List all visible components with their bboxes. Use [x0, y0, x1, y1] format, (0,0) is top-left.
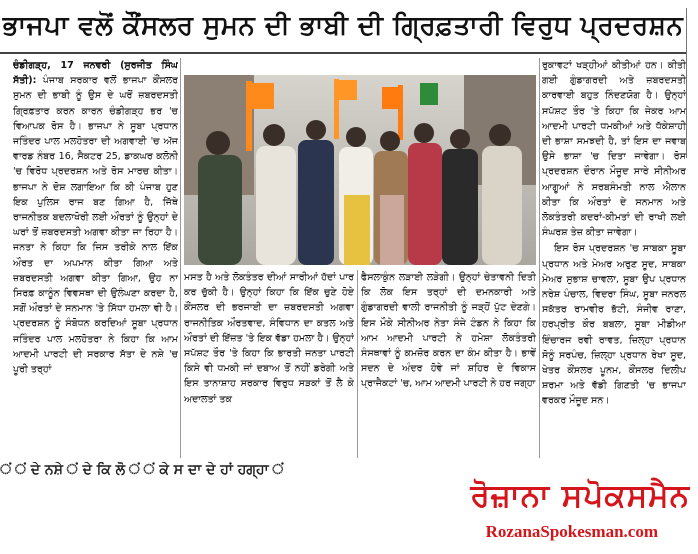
brand-url[interactable]: RozanaSpokesman.com [485, 522, 658, 541]
article-column-3 [361, 270, 536, 462]
headline: ਭਾਜਪਾ ਵਲੋਂ ਕੌਂਸਲਰ ਸੁਮਨ ਦੀ ਭਾਬੀ ਦੀ ਗ੍ਰਿਫ਼ਤਾਰੀ ਵਿਰੁਧ ਪ੍ਰਦਰਸ਼ਨ [2, 11, 684, 41]
cut-off-text-row: ਂ ਂ ਦੇ ਨਸ਼ੇ ਂ ਦੇ ਕਿ ਲੋ ਂ ਂ ਕੇ ਸ ਦਾ ਦੇ ਹਾਂ ਹਗ੍ਹਾ ਂ [0, 462, 284, 478]
article-column-4 [542, 58, 686, 462]
column-1-text: ਪੰਜਾਬ ਸਰਕਾਰ ਵਲੋਂ ਭਾਜਪਾ ਕੌਂਸਲਰ ਸੁਮਨ ਦੀ ਭਾਬੀ ਨੂੰ ਉਸ ਦੇ ਘਰੋਂ ਜ਼ਬਰਦਸਤੀ ਗ੍ਰਿਫ਼ਤਾਰ ਕਰਨ ਕਾਰਨ ਚੰਡੀਗੜ੍ਹ ਭਰ 'ਚ ਵਿਆਪਕ ਰੋਸ ਹੈ। ਭਾਜਪਾ ਨੇ ਸੂਬਾ ਪ੍ਰਧਾਨ ਜਤਿੰਦਰ ਪਾਲ ਮਲਹੋਤਰਾ ਦੀ ਅਗਵਾਈ 'ਚ ਅੱਜ ਵਾਰਡ ਨੰਬਰ 16, ਸੈਕਟਰ 25, ਡਾਕਘਰ ਕਲੋਨੀ 'ਚ ਵਿਰੋਧ ਪ੍ਰਦਰਸ਼ਨ ਅਤੇ ਰੋਸ ਮਾਰਚ ਕੀਤਾ। ਭਾਜਪਾ ਨੇ ਦੋਸ਼ ਲਗਾਇਆ ਕਿ ਕੀ ਪੰਜਾਬ ਹੁਣ ਇਕ ਪੁਲਿਸ ਰਾਜ ਬਣ ਗਿਆ ਹੈ, ਜਿੱਥੇ ਰਾਜਨੀਤਕ ਬਦਲਾਖੋਰੀ ਲਈ ਔਰਤਾਂ ਨੂੰ ਉਨ੍ਹਾਂ ਦੇ ਘਰਾਂ ਤੋਂ ਜ਼ਬਰਦਸਤੀ ਅਗਵਾ ਕੀਤਾ ਜਾ ਰਿਹਾ ਹੈ। ਜਨਤਾ ਨੇ ਕਿਹਾ ਕਿ ਜਿਸ ਤਰੀਕੇ ਨਾਲ ਇੱਕ ਔਰਤ ਦਾ ਅਪਮਾਨ ਕੀਤਾ ਗਿਆ ਅਤੇ ਜ਼ਬਰਦਸਤੀ ਅਗਵਾ ਕੀਤਾ ਗਿਆ, ਉਹ ਨਾ ਸਿਰਫ਼ ਕਾਨੂੰਨ ਵਿਵਸਥਾ ਦੀ ਉਲੰਘਣਾ ਕਰਦਾ ਹੈ, ਸਗੋਂ ਔਰਤਾਂ ਦੇ ਸਨਮਾਨ 'ਤੇ ਸਿੱਧਾ ਹਮਲਾ ਵੀ ਹੈ। ਪ੍ਰਦਰਸ਼ਨ ਨੂੰ ਸੰਬੋਧਨ ਕਰਦਿਆਂ ਸੂਬਾ ਪ੍ਰਧਾਨ ਜਤਿੰਦਰ ਪਾਲ ਮਲਹੋਤਰਾ ਨੇ ਕਿਹਾ ਕਿ ਆਮ ਆਦਮੀ ਪਾਰਟੀ ਦੀ ਸਰਕਾਰ ਸੱਤਾ ਦੇ ਨਸ਼ੇ 'ਚ ਪੂਰੀ ਤਰ੍ਹਾਂ [13, 75, 178, 376]
protest-march-image [184, 75, 536, 265]
column-4-text-a: ਰੁਕਾਵਟਾਂ ਖੜ੍ਹੀਆਂ ਕੀਤੀਆਂ ਹਨ। ਕੀਤੀ ਗਈ ਗੁੰਡਾਗਰਦੀ ਅਤੇ ਜ਼ਬਰਦਸਤੀ ਕਾਰਵਾਈ ਬਹੁਤ ਨਿੰਦਣਯੋਗ ਹੈ। ਉਨ੍ਹਾਂ ਸਪੱਸ਼ਟ ਤੌਰ 'ਤੇ ਕਿਹਾ ਕਿ ਜੇਕਰ ਆਮ ਆਦਮੀ ਪਾਰਟੀ ਧਮਕੀਆਂ ਅਤੇ ਧੱਕੇਸ਼ਾਹੀ ਦੀ ਭਾਸ਼ਾ ਸਮਝਦੀ ਹੈ, ਤਾਂ ਇਸ ਦਾ ਜਵਾਬ ਉਸੇ ਭਾਸ਼ਾ 'ਚ ਦਿਤਾ ਜਾਵੇਗਾ। ਰੋਸ ਪ੍ਰਦਰਸ਼ਨ ਦੌਰਾਨ ਮੌਜੂਦ ਸਾਰੇ ਸੀਨੀਅਰ ਆਗੂਆਂ ਨੇ ਸਰਬਸੰਮਤੀ ਨਾਲ ਐਲਾਨ ਕੀਤਾ ਕਿ ਔਰਤਾਂ ਦੇ ਸਨਮਾਨ ਅਤੇ ਲੋਕਤੰਤਰੀ ਕਦਰਾਂ-ਕੀਮਤਾਂ ਦੀ ਰਾਖੀ ਲਈ ਸੰਘਰਸ਼ ਤੇਜ਼ ਕੀਤਾ ਜਾਵੇਗਾ। [542, 60, 686, 239]
column-divider-2 [357, 270, 358, 458]
dateline: ਚੰਡੀਗੜ੍ਹ, 17 ਜਨਵਰੀ (ਸੁਰਜੀਤ ਸਿੰਘ ਸੱਤੀ): [13, 60, 178, 87]
column-3-text: ਫੈਸਲਾਕੁੰਨ ਲੜਾਈ ਲੜੇਗੀ। ਉਨ੍ਹਾਂ ਚੇਤਾਵਨੀ ਦਿਤੀ ਕਿ ਲੋਕ ਇਸ ਤਰ੍ਹਾਂ ਦੀ ਦਮਨਕਾਰੀ ਅਤੇ ਗੁੰਡਾਗਰਦੀ ਵਾਲੀ ਰਾਜਨੀਤੀ ਨੂੰ ਜੜ੍ਹੋਂ ਪੁੱਟ ਦੇਣਗੇ। ਇਸ ਮੌਕੇ ਸੀਨੀਅਰ ਨੇਤਾ ਸੰਜੇ ਟੰਡਨ ਨੇ ਕਿਹਾ ਕਿ ਆਮ ਆਦਮੀ ਪਾਰਟੀ ਨੇ ਹਮੇਸ਼ਾ ਲੋਕਤੰਤਰੀ ਸੰਸਥਾਵਾਂ ਨੂੰ ਕਮਜ਼ੋਰ ਕਰਨ ਦਾ ਕੰਮ ਕੀਤਾ ਹੈ। ਭਾਵੇਂ ਸਦਨ ਦੇ ਅੰਦਰ ਹੋਵੇ ਜਾਂ ਸ਼ਹਿਰ ਦੇ ਵਿਕਾਸ ਪ੍ਰਾਜੈਕਟਾਂ 'ਚ, ਆਮ ਆਦਮੀ ਪਾਰਟੀ ਨੇ ਹਰ ਜਗ੍ਹਾ [361, 272, 536, 390]
article-column-1 [13, 58, 178, 462]
brand-logo: ਰੋਜ਼ਾਨਾ ਸਪੋਕਸਮੈਨ [470, 478, 690, 514]
article-column-2 [184, 270, 354, 462]
column-2-text: ਮਸਤ ਹੈ ਅਤੇ ਲੋਕਤੰਤਰ ਦੀਆਂ ਸਾਰੀਆਂ ਹੱਦਾਂ ਪਾਰ ਕਰ ਚੁੱਕੀ ਹੈ। ਉਨ੍ਹਾਂ ਕਿਹਾ ਕਿ ਇੱਕ ਚੁਣੇ ਹੋਏ ਕੌਂਸਲਰ ਦੀ ਭਰਜਾਈ ਦਾ ਜ਼ਬਰਦਸਤੀ ਅਗਵਾ ਰਾਜਨੀਤਿਕ ਔਰਤਵਾਦ, ਸੰਵਿਧਾਨ ਦਾ ਕਤਲ ਅਤੇ ਔਰਤਾਂ ਦੀ ਇੱਜ਼ਤ 'ਤੇ ਇਕ ਵੱਡਾ ਹਮਲਾ ਹੈ। ਉਨ੍ਹਾਂ ਸਪੱਸ਼ਟ ਤੌਰ 'ਤੇ ਕਿਹਾ ਕਿ ਭਾਰਤੀ ਜਨਤਾ ਪਾਰਟੀ ਕਿਸੇ ਵੀ ਧਮਕੀ ਜਾਂ ਦਬਾਅ ਤੋਂ ਨਹੀਂ ਡਰੇਗੀ ਅਤੇ ਇਸ ਤਾਨਾਸ਼ਾਹ ਸਰਕਾਰ ਵਿਰੁਧ ਸੜਕਾਂ ਤੋਂ ਲੈ ਕੇ ਅਦਾਲਤਾਂ ਤਕ [184, 272, 354, 405]
column-divider-3 [539, 58, 540, 458]
page-edge-margin [686, 8, 698, 158]
column-divider-1 [180, 58, 181, 458]
protest-photo [184, 75, 536, 265]
publisher-brand[interactable] [400, 478, 698, 554]
headline-rule [0, 52, 686, 54]
column-4-text-b: ਇਸ ਰੋਸ ਪ੍ਰਦਰਸ਼ਨ 'ਚ ਸਾਬਕਾ ਸੂਬਾ ਪ੍ਰਧਾਨ ਅਤੇ ਮੇਅਰ ਅਰੁਣ ਸੂਦ, ਸਾਬਕਾ ਮੇਅਰ ਸੁਭਾਸ਼ ਚਾਵਲਾ, ਸੂਬਾ ਉਪ ਪ੍ਰਧਾਨ ਨਰੇਸ਼ ਪੰਚਾਲ, ਵਿਦਰਾ ਸਿੰਘ, ਸੂਬਾ ਜਨਰਲ ਸਕੱਤਰ ਰਾਮਵੀਰ ਭੱਟੀ, ਸੰਜੀਵ ਰਾਣਾ, ਹਰਪ੍ਰੀਤ ਕੌਰ ਬਬਲਾ, ਸੂਬਾ ਮੀਡੀਆ ਇੰਚਾਰਜ ਰਵੀ ਰਾਵਤ, ਜ਼ਿਲ੍ਹਾ ਪ੍ਰਧਾਨ ਸੋਨੂੰ ਸਰਪੰਚ, ਜ਼ਿਲ੍ਹਾ ਪ੍ਰਧਾਨ ਰੇਖਾ ਸੂਦ, ਖੇਤਰ ਕੌਂਸਲਰ ਪੂਨਮ, ਕੌਂਸਲਰ ਦਿਲੀਪ ਸ਼ਰਮਾ ਅਤੇ ਵੱਡੀ ਗਿਣਤੀ 'ਚ ਭਾਜਪਾ ਵਰਕਰ ਮੌਜੂਦ ਸਨ। [542, 243, 686, 407]
